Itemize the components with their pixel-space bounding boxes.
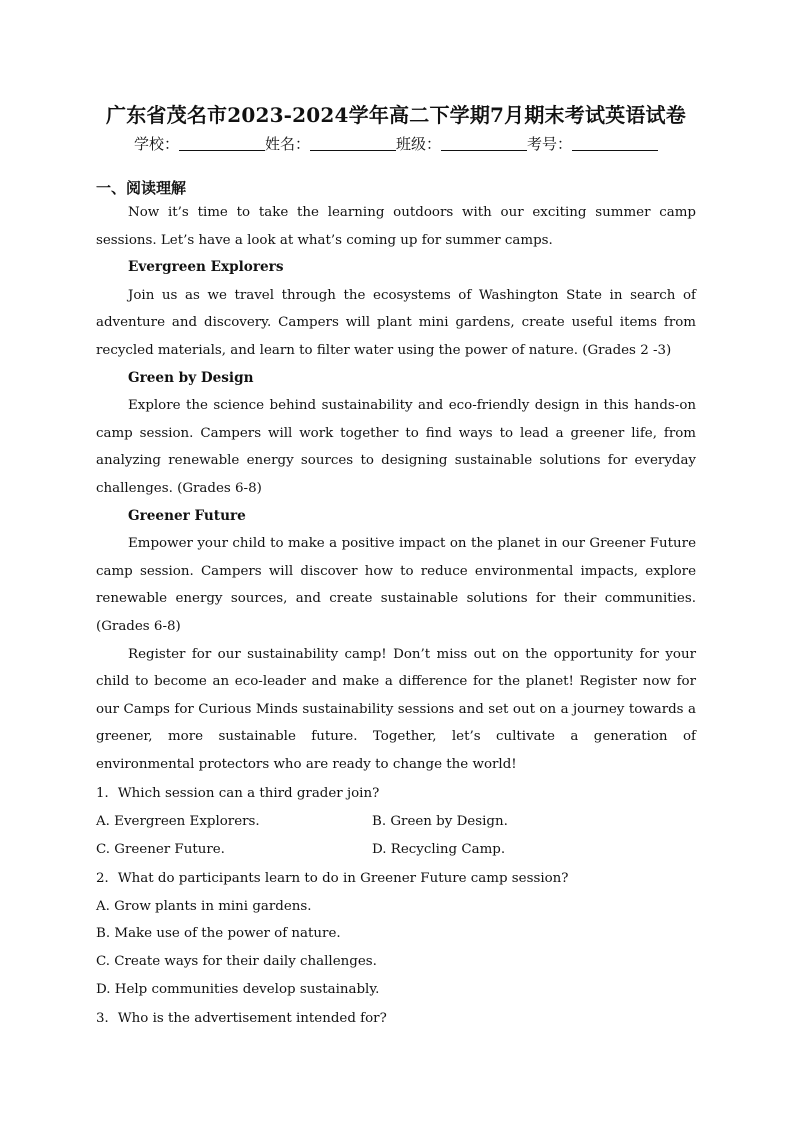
class-label: 班级：: [396, 135, 442, 153]
camp-description: Explore the science behind sustainability and eco-friendly design in this hands-on camp session. Campers will work together to find ways to lead a greener life, from analyzing renewable energy sources to designing sustainable solutions for everyday challenges. (Grades 6-8): [96, 398, 696, 496]
exam-title: 广东省茂名市2023-2024学年高二下学期7月期末考试英语试卷: [106, 103, 686, 127]
option-d[interactable]: D. Recycling Camp.: [372, 841, 506, 857]
name-label: 姓名：: [264, 135, 310, 153]
passage-intro: Now it’s time to take the learning outdoors with our exciting summer camp sessions. Let’s have a look at what’s coming up for summer camps.: [96, 205, 696, 248]
option-a[interactable]: A. Grow plants in mini gardens.: [96, 898, 312, 914]
question-stem: 3．Who is the advertisement intended for?: [96, 1011, 387, 1027]
section-heading: 一、阅读理解: [96, 179, 187, 197]
question-stem: 2．What do participants learn to do in Greener Future camp session?: [96, 871, 569, 887]
question-stem: 1．Which session can a third grader join?: [96, 786, 380, 802]
exam-page: [96, 100, 696, 1033]
school-blank[interactable]: [179, 136, 265, 151]
question-options: [96, 808, 696, 863]
option-b[interactable]: B. Make use of the power of nature.: [96, 926, 341, 942]
option-a[interactable]: A. Evergreen Explorers.: [96, 814, 260, 830]
camp-description: Join us as we travel through the ecosystems of Washington State in search of adventure and discovery. Campers will plant mini gardens, create useful items from recycled materials, and learn to filter water using the power of nature. (Grades 2 -3): [96, 287, 696, 358]
option-c[interactable]: C. Create ways for their daily challenges.: [96, 954, 377, 970]
student-info-line: [96, 133, 696, 155]
option-b[interactable]: B. Green by Design.: [372, 814, 508, 830]
id-blank[interactable]: [572, 136, 658, 151]
camp-title: Evergreen Explorers: [128, 259, 284, 276]
camp-description: Empower your child to make a positive impact on the planet in our Greener Future camp session. Campers will discover how to reduce environmental impacts, explore renewable energy sources, and create sustainable solutions for their communities. (Grades 6-8): [96, 536, 696, 634]
question-options: [96, 893, 696, 1003]
option-d[interactable]: D. Help communities develop sustainably.: [96, 981, 380, 997]
camp-title: Green by Design: [128, 369, 254, 386]
camp-title: Greener Future: [128, 507, 246, 524]
passage-closing: Register for our sustainability camp! Don’t miss out on the opportunity for your child to become an eco-leader and make a difference for the planet! Register now for our Camps for Curious Minds sustainability sessions and set out on a journey towards a greener, more sustainable future. Together, let’s cultivate a generation of environmental protectors who are ready to change the world!: [96, 646, 696, 772]
id-label: 考号：: [527, 135, 573, 153]
option-c[interactable]: C. Greener Future.: [96, 841, 225, 857]
name-blank[interactable]: [310, 136, 396, 151]
school-label: 学校：: [133, 135, 179, 153]
class-blank[interactable]: [441, 136, 527, 151]
